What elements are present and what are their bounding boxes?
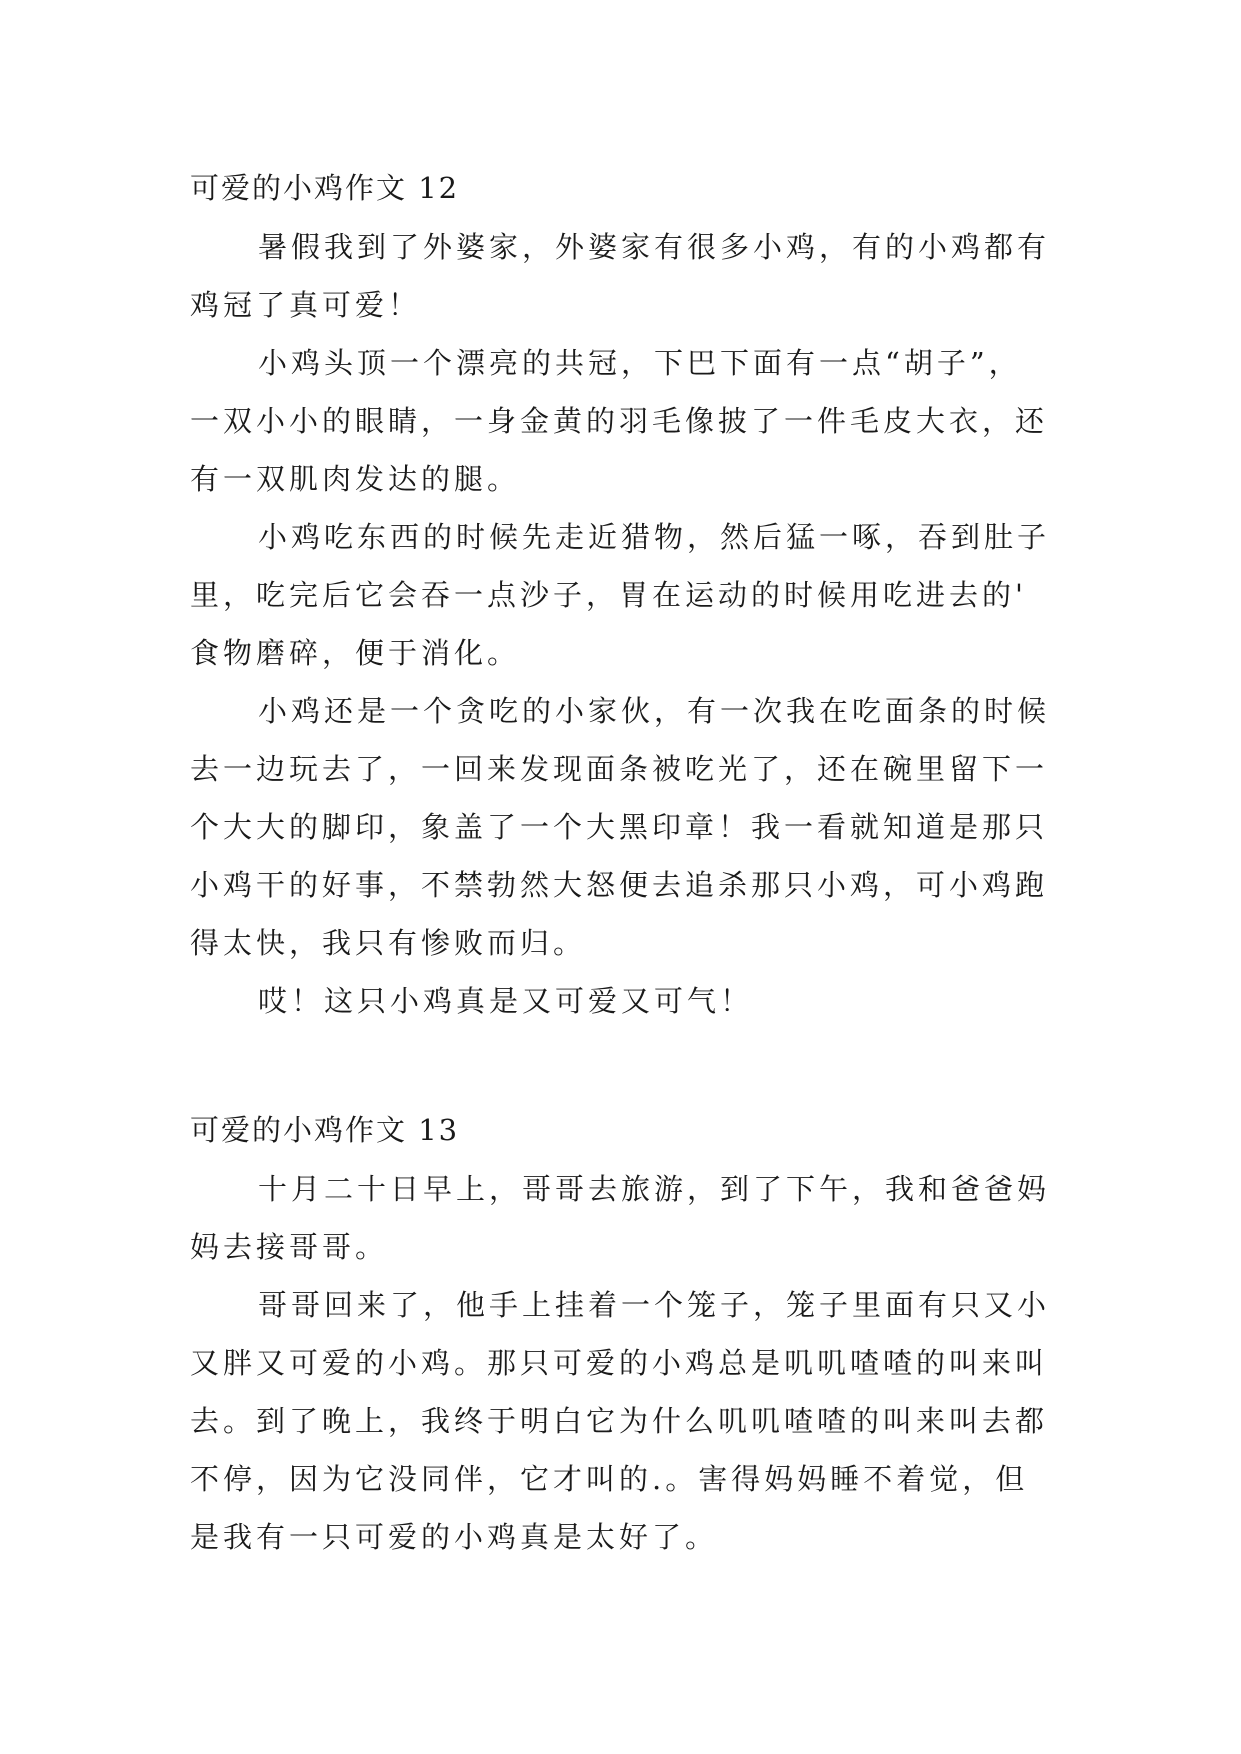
paragraph-line: 哎！这只小鸡真是又可爱又可气！ — [258, 984, 754, 1018]
paragraph-line: 一双小小的眼睛，一身金黄的羽毛像披了一件毛皮大衣，还 — [190, 404, 1049, 438]
essay-13 — [190, 1100, 1060, 1566]
essay-title: 可爱的小鸡作文 12 — [190, 171, 460, 205]
paragraph-line: 去一边玩去了，一回来发现面条被吃光了，还在碗里留下一 — [190, 752, 1049, 786]
paragraph — [190, 972, 1060, 1030]
paragraph-line: 又胖又可爱的小鸡。那只可爱的小鸡总是叽叽喳喳的叫来叫 — [190, 1346, 1049, 1380]
paragraph-line: 里，吃完后它会吞一点沙子，胃在运动的时候用吃进去的' — [190, 578, 1027, 612]
paragraph-line: 小鸡吃东西的时候先走近猎物，然后猛一啄，吞到肚子 — [258, 520, 1051, 554]
essay-12 — [190, 158, 1060, 1030]
paragraph-line: 小鸡干的好事，不禁勃然大怒便去追杀那只小鸡，可小鸡跑 — [190, 868, 1049, 902]
paragraph-line: 十月二十日早上，哥哥去旅游，到了下午，我和爸爸妈 — [258, 1172, 1051, 1206]
paragraph-line: 小鸡头顶一个漂亮的共冠，下巴下面有一点“胡子”， — [258, 346, 1022, 380]
essay-title: 可爱的小鸡作文 13 — [190, 1113, 460, 1147]
paragraph-line: 去。到了晚上，我终于明白它为什么叽叽喳喳的叫来叫去都 — [190, 1404, 1049, 1438]
paragraph-line: 个大大的脚印，象盖了一个大黑印章！我一看就知道是那只 — [190, 810, 1049, 844]
paragraph-line: 鸡冠了真可爱！ — [190, 288, 422, 322]
paragraph — [190, 508, 1060, 682]
document-page — [190, 158, 1060, 1566]
paragraph — [190, 1160, 1060, 1276]
paragraph-line: 哥哥回来了，他手上挂着一个笼子，笼子里面有只又小 — [258, 1288, 1051, 1322]
paragraph — [190, 1276, 1060, 1566]
paragraph-line: 食物磨碎，便于消化。 — [190, 636, 521, 670]
paragraph-line: 妈去接哥哥。 — [190, 1230, 389, 1264]
paragraph-line: 得太快，我只有惨败而归。 — [190, 926, 587, 960]
paragraph-line: 暑假我到了外婆家，外婆家有很多小鸡，有的小鸡都有 — [258, 230, 1051, 264]
paragraph-line: 有一双肌肉发达的腿。 — [190, 462, 521, 496]
paragraph-line: 小鸡还是一个贪吃的小家伙，有一次我在吃面条的时候 — [258, 694, 1051, 728]
paragraph-line: 不停，因为它没同伴，它才叫的.。害得妈妈睡不着觉，但 — [190, 1462, 1029, 1496]
paragraph — [190, 334, 1060, 508]
paragraph — [190, 218, 1060, 334]
paragraph — [190, 682, 1060, 972]
paragraph-line: 是我有一只可爱的小鸡真是太好了。 — [190, 1520, 719, 1554]
